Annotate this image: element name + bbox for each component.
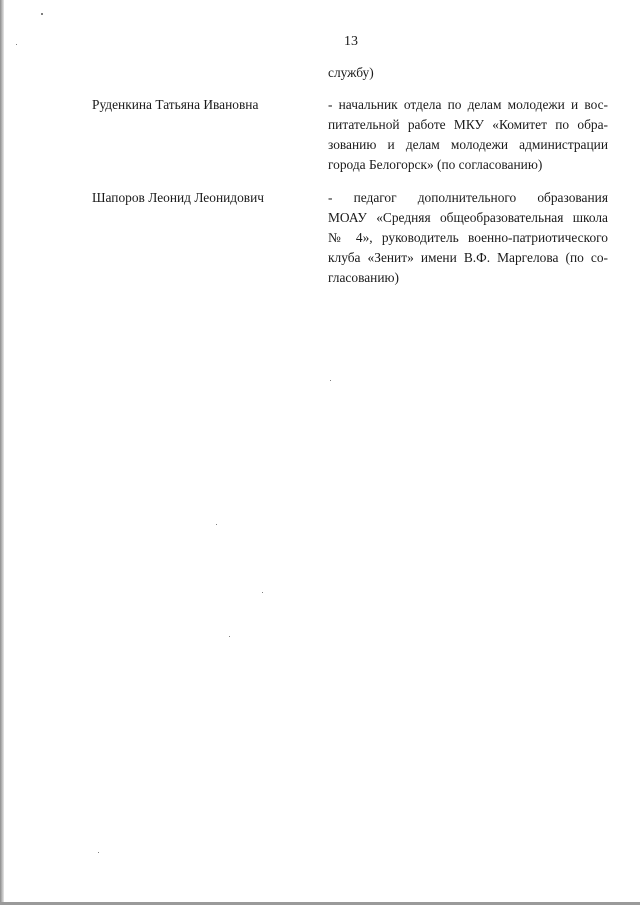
continuation-text: службу) <box>328 65 374 80</box>
member-role-line: питательной работе МКУ «Комитет по обра- <box>328 117 608 132</box>
member-role-line: клуба «Зенит» имени В.Ф. Маргелова (по со- <box>328 250 608 265</box>
scan-speck <box>229 636 230 637</box>
member-role-line: зованию и делам молодежи администрации <box>328 137 608 152</box>
scan-speck <box>262 592 263 593</box>
scan-left-edge <box>0 0 4 905</box>
scan-speck <box>41 13 43 15</box>
member-role-line: города Белогорск» (по согласованию) <box>328 157 543 172</box>
member-name: Шапоров Леонид Леонидович <box>92 190 265 205</box>
member-role-line: гласованию) <box>328 270 399 285</box>
member-role-line: - начальник отдела по делам молодежи и вос- <box>328 97 608 112</box>
member-role-line: № 4», руководитель военно-патриотического <box>328 230 608 245</box>
member-name: Руденкина Татьяна Ивановна <box>92 97 259 112</box>
scan-speck <box>330 380 331 381</box>
member-role-line: МОАУ «Средняя общеобразовательная школа <box>328 210 608 225</box>
page-number: 13 <box>344 34 358 49</box>
scan-speck <box>216 524 217 525</box>
scan-speck <box>98 852 99 853</box>
scan-speck <box>16 44 17 45</box>
member-role-line: - педагог дополнительного образования <box>328 190 608 205</box>
